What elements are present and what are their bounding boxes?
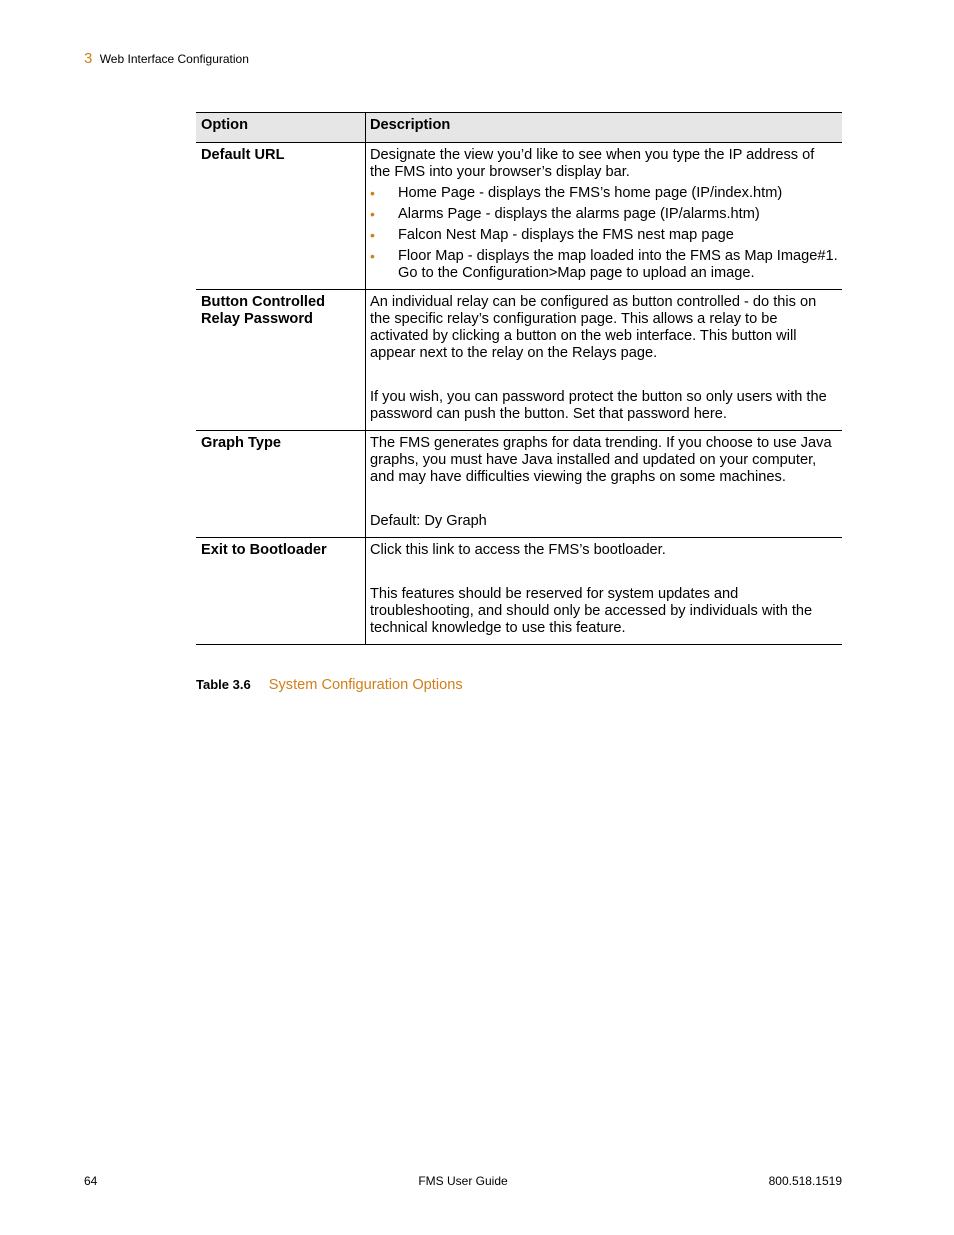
option-line: Relay Password xyxy=(201,311,313,327)
list-item-text: Falcon Nest Map - displays the FMS nest map page xyxy=(398,227,734,243)
bullet-icon: • xyxy=(370,248,375,264)
running-header xyxy=(84,50,249,67)
list-item xyxy=(370,248,838,282)
page-number: 64 xyxy=(84,1174,98,1188)
table-caption xyxy=(196,677,463,693)
list-item-text: Home Page - displays the FMS’s home page (IP/index.htm) xyxy=(398,185,783,201)
list-item xyxy=(370,227,838,244)
bullet-icon: • xyxy=(370,206,375,222)
table-header-row xyxy=(196,113,842,143)
description-column-header: Description xyxy=(366,113,843,143)
table-row-default-url xyxy=(196,143,842,290)
url-options-list xyxy=(370,185,838,282)
bullet-icon: • xyxy=(370,185,375,201)
paragraph-spacer xyxy=(370,559,838,586)
caption-label: Table 3.6 xyxy=(196,677,251,692)
description-paragraph: If you wish, you can password protect the button so only users with the password can push the button. Set that password here. xyxy=(370,389,827,422)
option-cell: Default URL xyxy=(196,143,366,290)
paragraph-spacer xyxy=(370,362,838,389)
option-cell: Graph Type xyxy=(196,431,366,538)
paragraph-spacer xyxy=(370,486,838,513)
description-cell xyxy=(366,290,843,431)
footer-phone: 800.518.1519 xyxy=(768,1174,842,1188)
table-row-button-controlled-relay-password xyxy=(196,290,842,431)
caption-title: System Configuration Options xyxy=(268,677,463,693)
description-cell xyxy=(366,143,843,290)
description-paragraph: Default: Dy Graph xyxy=(370,513,487,529)
description-paragraph: Click this link to access the FMS’s bootloader. xyxy=(370,542,666,558)
description-cell xyxy=(366,431,843,538)
description-paragraph: This features should be reserved for system updates and troubleshooting, and should only be accessed by individuals with the technical knowledge to use this feature. xyxy=(370,586,813,636)
system-configuration-options-table xyxy=(196,112,842,645)
list-item xyxy=(370,185,838,202)
chapter-title: Web Interface Configuration xyxy=(99,52,249,66)
option-line: Button Controlled xyxy=(201,294,326,310)
option-cell: Exit to Bootloader xyxy=(196,538,366,645)
option-column-header: Option xyxy=(196,113,366,143)
list-item-text: Floor Map - displays the map loaded into the FMS as Map Image#1. Go to the Configuration>Map page to upload an image. xyxy=(398,248,838,281)
footer-title: FMS User Guide xyxy=(418,1174,508,1188)
table-row-exit-to-bootloader xyxy=(196,538,842,645)
list-item-text: Alarms Page - displays the alarms page (IP/alarms.htm) xyxy=(398,206,760,222)
description-paragraph: An individual relay can be configured as button controlled - do this on the specific relay’s configuration page. This allows a relay to be activated by clicking a button on the web interface. This button will appear next to the relay on the Relays page. xyxy=(370,294,817,361)
chapter-number: 3 xyxy=(84,50,93,67)
bullet-icon: • xyxy=(370,227,375,243)
list-item xyxy=(370,206,838,223)
description-paragraph: The FMS generates graphs for data trending. If you choose to use Java graphs, you must have Java installed and updated on your computer, and may have difficulties viewing the graphs on some machines. xyxy=(370,435,832,485)
option-cell xyxy=(196,290,366,431)
description-paragraph: Designate the view you’d like to see when you type the IP address of the FMS into your browser’s display bar. xyxy=(370,147,815,180)
description-cell xyxy=(366,538,843,645)
table-row-graph-type xyxy=(196,431,842,538)
